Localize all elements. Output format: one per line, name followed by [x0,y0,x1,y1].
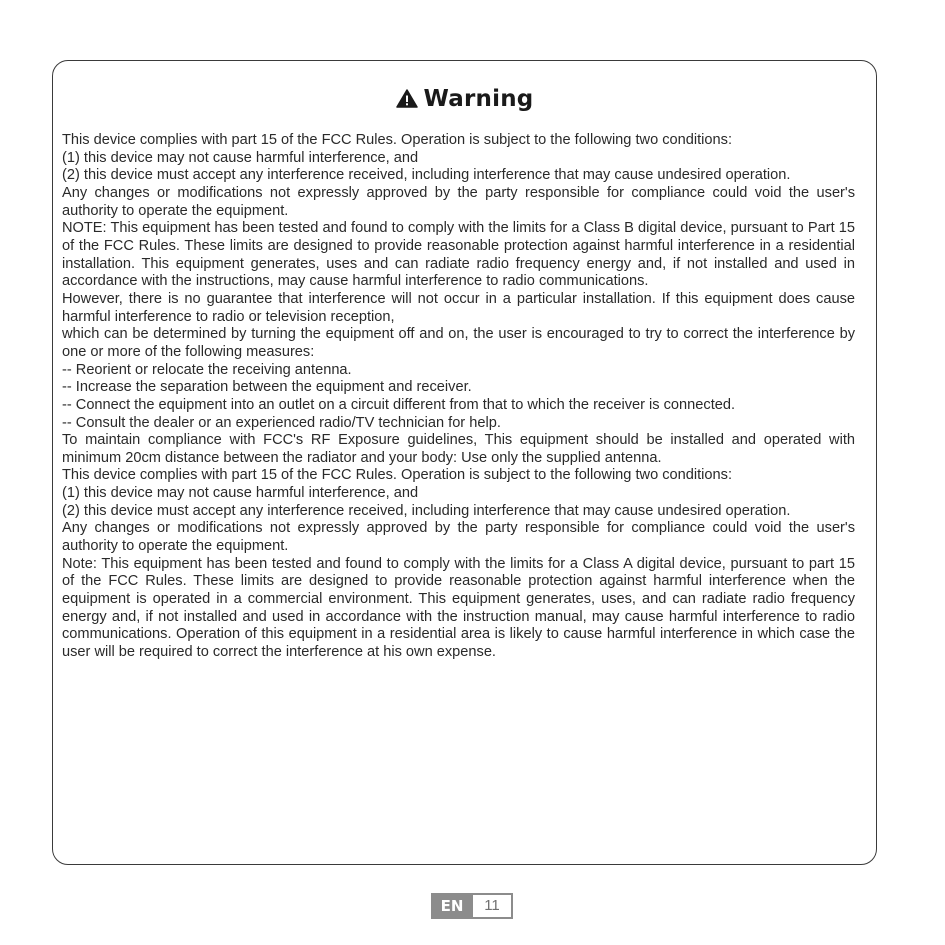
list-item: -- Consult the dealer or an experienced radio/TV technician for help. [62,414,501,431]
list-item: -- Increase the separation between the equipment and receiver. [62,379,472,396]
list-item: -- Connect the equipment into an outlet on a circuit different from that to which the receiver is connected. [62,396,736,413]
paragraph: NOTE: This equipment has been tested and found to comply with the limits for a Class B digital device, pursuant to Part 15 of the FCC Rules. These limits are designed to provide reasonable protection against harmful interference in a residential installation. This equipment generates, uses and can radiate radio frequency energy and, if not installed and used in accordance with the instructions, may cause harmful interference to radio communications. [62,220,855,290]
warning-title [52,86,877,112]
paragraph: Note: This equipment has been tested and found to comply with the limits for a Class A digital device, pursuant to part 15 of the FCC Rules. These limits are designed to provide reasonable protection against harmful interference when the equipment is operated in a commercial environment. This equipment generates, uses, and can radiate radio frequency energy and, if not installed and used in accordance with the instruction manual, may cause harmful interference to radio communications. Operation of this equipment in a residential area is likely to cause harmful interference in which case the user will be required to correct the interference at his own expense. [62,555,855,661]
paragraph: (1) this device may not cause harmful interference, and [62,485,419,502]
warning-triangle-icon [396,89,418,108]
paragraph: To maintain compliance with FCC's RF Exposure guidelines, This equipment should be installed and operated with minimum 20cm distance between the radiator and your body: Use only the supplied antenna. [62,432,855,466]
page-footer [431,893,513,919]
paragraph: However, there is no guarantee that interference will not occur in a particular installation. If this equipment does cause harmful interference to radio or television reception, [62,290,855,325]
paragraph: (1) this device may not cause harmful interference, and [62,149,419,166]
warning-title-text: Warning [423,86,534,112]
paragraph: This device complies with part 15 of the FCC Rules. Operation is subject to the following two conditions: [62,132,733,148]
paragraph: which can be determined by turning the equipment off and on, the user is encouraged to try to correct the interference by one or more of the following measures: [62,326,855,360]
list-item: -- Reorient or relocate the receiving antenna. [62,361,352,378]
warning-body [62,132,855,662]
paragraph: This device complies with part 15 of the FCC Rules. Operation is subject to the following two conditions: [62,467,733,484]
paragraph: Any changes or modifications not expressly approved by the party responsible for compliance could void the user's authority to operate the equipment. [62,184,855,219]
paragraph: (2) this device must accept any interference received, including interference that may cause undesired operation. [62,167,791,184]
page-number: 11 [473,893,513,919]
language-badge: EN [431,893,473,919]
paragraph: (2) this device must accept any interference received, including interference that may cause undesired operation. [62,502,791,519]
paragraph: Any changes or modifications not expressly approved by the party responsible for compliance could void the user's authority to operate the equipment. [62,520,855,555]
